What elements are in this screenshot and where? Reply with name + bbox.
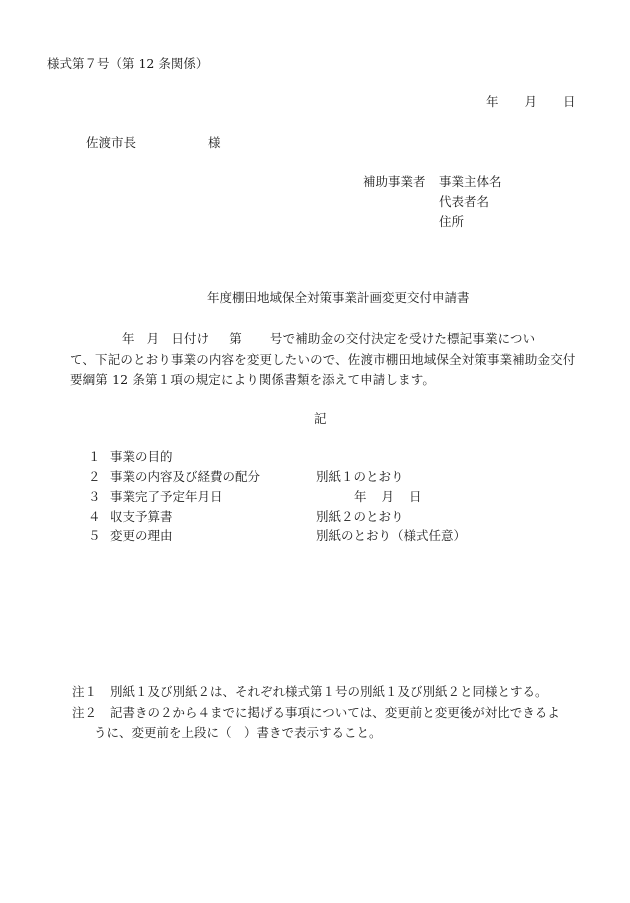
form-number: 様式第７号（第 12 条関係） (47, 56, 209, 71)
completion-month: 月 (381, 489, 395, 504)
item-number: ４ (88, 509, 101, 524)
body-line-1-rest: 号で補助金の交付決定を受けた標記事業につい (269, 331, 536, 346)
body-dai: 第 (229, 331, 242, 346)
note-text: 記書きの２から４までに掲げる事項については、変更前と変更後が対比できるよ (110, 705, 560, 720)
applicant-address: 住所 (439, 214, 465, 229)
item-label: 変更の理由 (110, 528, 173, 543)
date-year: 年 (486, 94, 499, 109)
body-line-3: 要綱第 12 条第１項の規定により関係書類を添えて申請します。 (70, 372, 436, 387)
body-line-2: て、下記のとおり事業の内容を変更したいので、佐渡市棚田地域保全対策事業補助金交付 (70, 352, 576, 367)
body-month: 月 (146, 331, 160, 346)
body-line-1 (122, 333, 535, 346)
recipient (86, 137, 221, 150)
item-value: 別紙１のとおり (316, 469, 404, 484)
item-number: ５ (88, 528, 101, 543)
note-mark: 注２ (72, 705, 98, 720)
date-line (486, 96, 576, 109)
note-text-continued: うに、変更前を上段に（ ）書きで表示すること。 (94, 725, 382, 740)
applicant-entity: 事業主体名 (439, 174, 502, 189)
date-day: 日 (563, 94, 576, 109)
item-number: １ (88, 449, 101, 464)
item-value: 別紙のとおり（様式任意） (316, 528, 467, 543)
ki-heading: 記 (314, 411, 327, 426)
recipient-name: 佐渡市長 (86, 135, 137, 150)
date-month: 月 (524, 94, 538, 109)
completion-day: 日 (409, 489, 422, 504)
item-value-date (316, 491, 422, 504)
item-label: 事業の内容及び経費の配分 (110, 469, 261, 484)
item-label: 事業の目的 (110, 449, 173, 464)
document-title: 年度棚田地域保全対策事業計画変更交付申請書 (207, 290, 470, 305)
applicant-representative: 代表者名 (439, 194, 490, 209)
note-text: 別紙１及び別紙２は、それぞれ様式第１号の別紙１及び別紙２と同様とする。 (110, 684, 548, 699)
item-label: 事業完了予定年月日 (110, 489, 223, 504)
item-number: ２ (88, 469, 101, 484)
applicant-label: 補助事業者 (363, 174, 426, 189)
item-value: 別紙２のとおり (316, 509, 404, 524)
item-label: 収支予算書 (110, 509, 173, 524)
recipient-honorific: 様 (208, 135, 221, 150)
completion-year: 年 (354, 489, 367, 504)
note-mark: 注１ (72, 684, 98, 699)
body-year: 年 (122, 331, 135, 346)
body-dated: 日付け (171, 331, 210, 346)
item-number: ３ (88, 489, 101, 504)
